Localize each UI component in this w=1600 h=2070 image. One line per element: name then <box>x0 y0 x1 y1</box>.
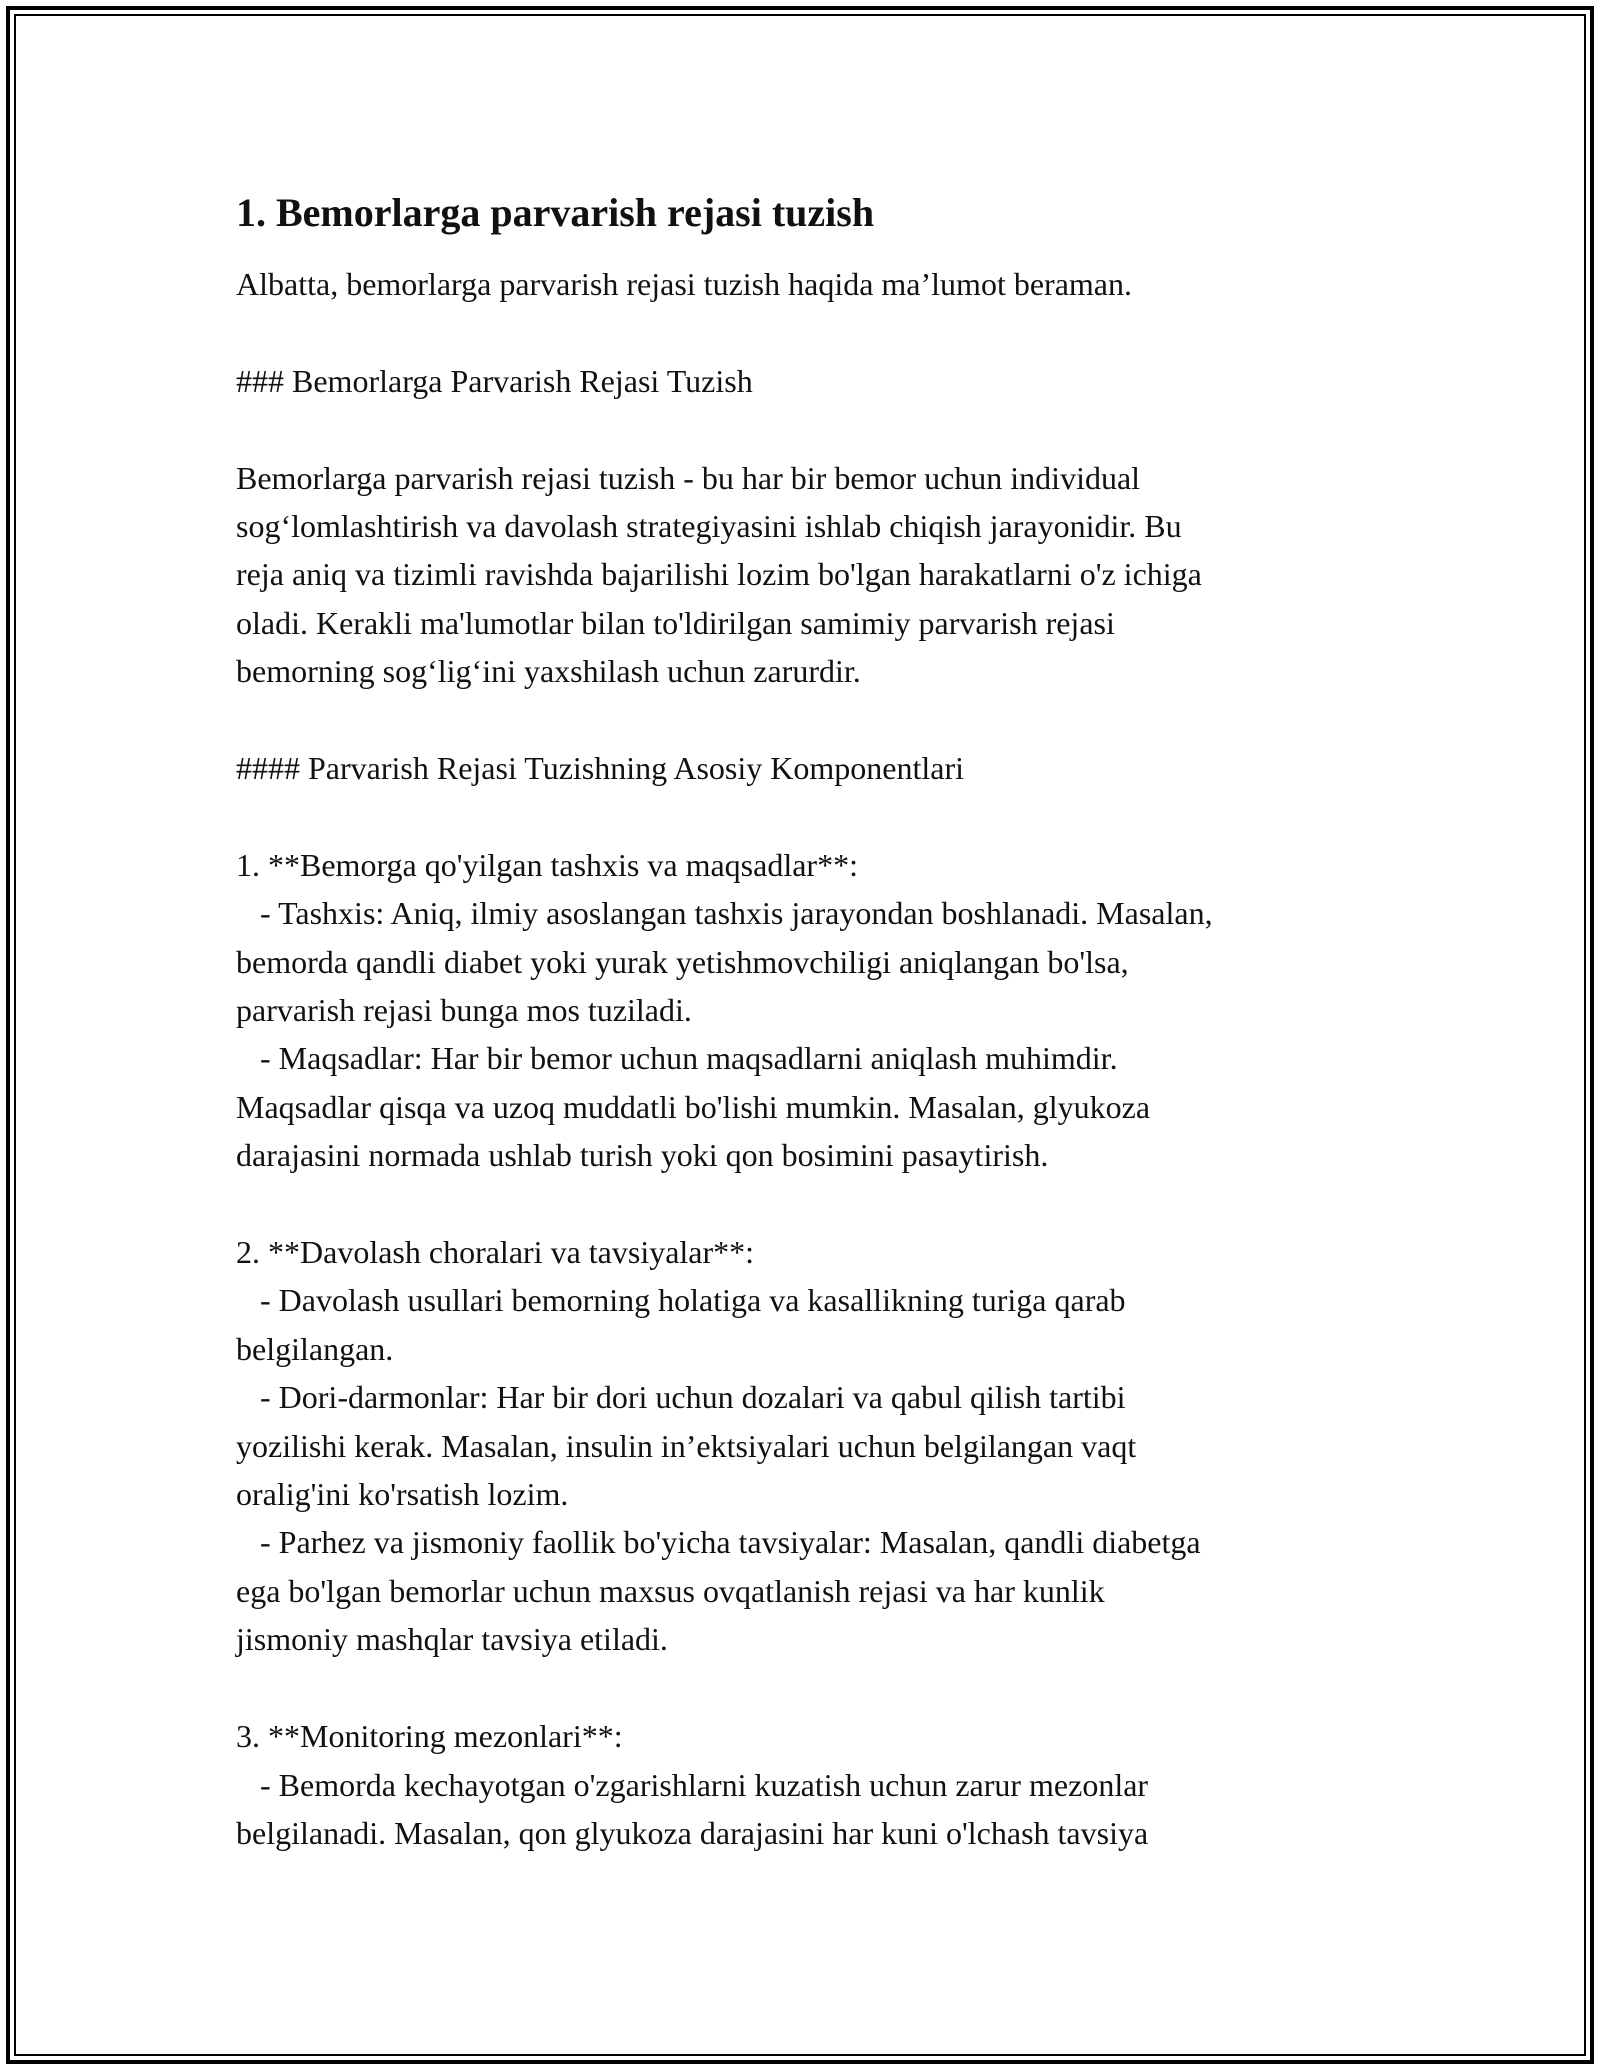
document-body <box>236 188 1376 1857</box>
text-line: oralig'ini ko'rsatish lozim. <box>236 1476 569 1513</box>
text-line <box>236 405 1376 453</box>
text-line: oladi. Kerakli ma'lumotlar bilan to'ldirilgan samimiy parvarish rejasi <box>236 604 1115 641</box>
text-line: 3. **Monitoring mezonlari**: <box>236 1718 623 1755</box>
text-line: ### Bemorlarga Parvarish Rejasi Tuzish <box>236 362 753 399</box>
text-line: reja aniq va tizimli ravishda bajarilishi lozim bo'lgan harakatlarni o'z ichiga <box>236 556 1202 593</box>
text-line: - Parhez va jismoniy faollik bo'yicha tavsiyalar: Masalan, qandli diabetga <box>236 1524 1201 1561</box>
text-line: 2. **Davolash choralari va tavsiyalar**: <box>236 1234 755 1271</box>
text-line: - Dori-darmonlar: Har bir dori uchun dozalari va qabul qilish tartibi <box>236 1379 1126 1416</box>
text-line: 1. **Bemorga qo'yilgan tashxis va maqsadlar**: <box>236 846 858 883</box>
document-title: 1. Bemorlarga parvarish rejasi tuzish <box>236 190 875 235</box>
text-line: - Davolash usullari bemorning holatiga va kasallikning turiga qarab <box>236 1282 1126 1319</box>
text-line: sog‘lomlashtirish va davolash strategiyasini ishlab chiqish jarayonidir. Bu <box>236 508 1182 544</box>
text-line <box>236 1664 1376 1712</box>
text-line: #### Parvarish Rejasi Tuzishning Asosiy Komponentlari <box>236 750 964 787</box>
text-line: Albatta, bemorlarga parvarish rejasi tuzish haqida ma’lumot beraman. <box>236 266 1132 302</box>
text-line: belgilanadi. Masalan, qon glyukoza darajasini har kuni o'lchash tavsiya <box>236 1814 1149 1851</box>
text-line: Maqsadlar qisqa va uzoq muddatli bo'lishi mumkin. Masalan, glyukoza <box>236 1088 1151 1125</box>
text-line: jismoniy mashqlar tavsiya etiladi. <box>236 1621 668 1658</box>
text-line: yozilishi kerak. Masalan, insulin in’ektsiyalari uchun belgilangan vaqt <box>236 1427 1137 1464</box>
text-line: ega bo'lgan bemorlar uchun maxsus ovqatlanish rejasi va har kunlik <box>236 1572 1105 1609</box>
text-line: Bemorlarga parvarish rejasi tuzish - bu har bir bemor uchun individual <box>236 459 1141 496</box>
document-text <box>236 260 1376 1857</box>
text-line: bemorda qandli diabet yoki yurak yetishmovchiligi aniqlangan bo'lsa, <box>236 943 1129 980</box>
text-line: parvarish rejasi bunga mos tuziladi. <box>236 992 692 1029</box>
text-line <box>236 696 1376 744</box>
text-line <box>236 792 1376 840</box>
text-line <box>236 1180 1376 1228</box>
text-line: darajasini normada ushlab turish yoki qon bosimini pasaytirish. <box>236 1137 1049 1174</box>
text-line: - Maqsadlar: Har bir bemor uchun maqsadlarni aniqlash muhimdir. <box>236 1040 1118 1077</box>
text-line: belgilangan. <box>236 1330 394 1367</box>
text-line <box>236 308 1376 356</box>
text-line: - Tashxis: Aniq, ilmiy asoslangan tashxis jarayondan boshlanadi. Masalan, <box>236 895 1213 932</box>
text-line: - Bemorda kechayotgan o'zgarishlarni kuzatish uchun zarur mezonlar <box>236 1766 1149 1803</box>
text-line: bemorning sog‘lig‘ini yaxshilash uchun zarurdir. <box>236 653 861 690</box>
